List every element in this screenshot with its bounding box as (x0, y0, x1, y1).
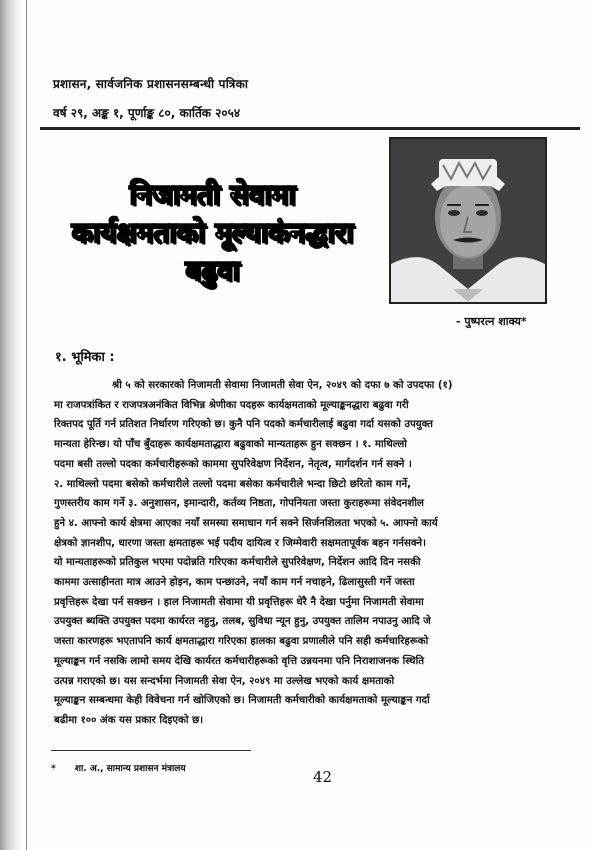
article-title (40, 176, 385, 290)
author-photo (389, 137, 547, 304)
section-heading: १. भूमिका : (55, 350, 115, 365)
footnote-divider (51, 750, 251, 751)
body-line: जस्ता कारणहरू भएतापनि कार्य क्षमताद्धारा गरिएका हालका बढुवा प्रणालीले पनि सही कर्मचारिहरूको (54, 636, 429, 648)
body-line: मान्यता हेरिन्छ। यो पाँच बुँदाहरू कार्यक्षमताद्धारा बढुवाको मान्यताहरू हुन सक्छन । १. माथिल्लो (54, 439, 407, 451)
binding-edge-line (26, 0, 27, 850)
body-line: हुने ४. आफ्नो कार्य क्षेत्रमा आएका नयाँ समस्या समाधान गर्न सक्ने सिर्जनशिलता भएको ५. आफ्नो कार्य (54, 517, 438, 529)
article-body (54, 376, 554, 731)
body-line: बढीमा १०० अंक यस प्रकार दिइएको छ। (54, 714, 204, 726)
body-line: गुणस्तरीय काम गर्ने ३. अनुशासन, इमान्दारी, कर्तव्य निष्ठता, गोपनियता जस्ता कुराहरूमा संवेदनशील (54, 498, 424, 510)
body-line: प्रवृत्तिहरू देखा पर्न सक्छन । हाल निजामती सेवामा यी प्रवृत्तिहरू धेरै नै देखा पर्नुमा निजामती सेवामा (54, 596, 424, 608)
body-line: मूल्याङ्कन सम्बन्धमा केही विवेचना गर्न खोजिएको छ। निजामती कर्मचारीको कार्यक्षमताको मूल्याङ्कन गर्दा (54, 695, 430, 707)
body-line: मूल्याङ्कन गर्न नसकि लामो समय देखि कार्यरत कर्मचारीहरूको वृत्ति उन्नयनमा पनि निराशाजनक स्थिति (54, 655, 425, 667)
author-name: - पुष्परत्न शाक्य* (456, 315, 527, 328)
body-line: उपयुक्त ब्यक्ति उपयुक्त पदमा कार्यरत नहुनु, तलब, सुविधा न्यून हुनु, उपयुक्त तालिम नपाउनु आदि जे (54, 616, 431, 628)
title-line: निजामती सेवामा (129, 178, 296, 211)
page-binding-shadow (0, 0, 22, 850)
title-line: बढुवा (185, 254, 240, 287)
body-line: उत्पन्न गराएको छ। यस सन्दर्भमा निजामती सेवा ऐन, २०४९ मा उल्लेख भएको कार्य क्षमताको (54, 675, 395, 687)
body-line: काममा उत्साहीनता मात्र आउने होइन, काम पन्छाउने, नयाँ काम गर्न नचाहने, ढिलासुस्ती गर्ने जस्ता (54, 577, 415, 589)
title-line: कार्यक्षमताको मूल्याकंनद्धारा (71, 216, 354, 249)
body-line: रिक्तपद पूर्ति गर्न प्रतिशत निर्धारण गरिएको छ। कुनै पनि पदको कर्मचारीलाई बढुवा गर्दा यसको उपयुक्त (54, 419, 433, 431)
header-divider (40, 127, 580, 130)
body-line: श्री ५ को सरकारको निजामती सेवामा निजामती सेवा ऐन, २०४९ को दफा ७ को उपदफा (१) (112, 380, 453, 391)
issue-line: वर्ष २९, अङ्क १, पूर्णाङ्क ८०, कार्तिक २०५४ (53, 106, 241, 120)
body-line: २. माथिल्लो पदमा बसेको कर्मचारीले तल्लो पदमा बसेका कर्मचारीले भन्दा छिटो छरितो काम गर्ने, (54, 478, 412, 490)
body-line: पदमा बसी तल्लो पदका कर्मचारीहरूको काममा सुपरिवेक्षण निर्देशन, नेतृत्व, मार्गदर्शन गर्न सक्ने । (54, 458, 412, 470)
footnote-text: शा. अ., सामान्य प्रशासन मंत्रालय (74, 764, 186, 774)
author-portrait-image (391, 139, 545, 302)
body-line: यो मान्यताहरूको प्रतिकुल भएमा पदोन्नति गरिएका कर्मचारीले सुपरिवेक्षण, निर्देशन आदि दिन नसकी (54, 557, 421, 569)
page-number: 42 (313, 768, 333, 786)
footnote (51, 761, 186, 774)
body-line: क्षेत्रको ज्ञानशीप, धारणा जस्ता क्षमताहरू भई पदीय दायित्व र जिम्मेवारी सक्षमतापूर्वक बहन गर्नसक्ने। (54, 537, 426, 549)
journal-name: प्रशासन, सार्वजनिक प्रशासनसम्बन्धी पत्रिका (53, 77, 249, 91)
body-line: मा राजपत्रांकित र राजपत्रअनंकित विभिन्न श्रेणीका पदहरू कार्यक्षमताको मूल्याङ्कनद्धारा बढुवा गरी (54, 399, 409, 411)
footnote-mark: * (51, 764, 56, 774)
